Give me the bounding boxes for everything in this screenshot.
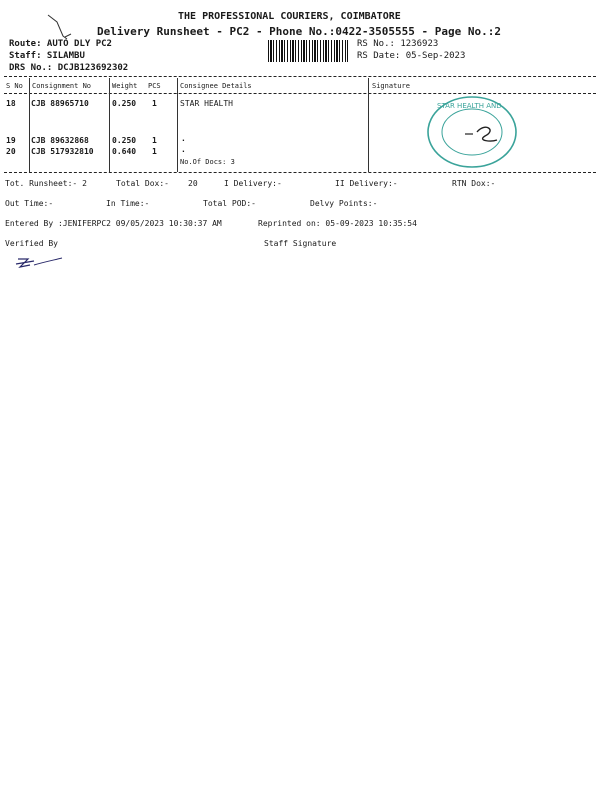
row-consignment: CJB 89632868 (31, 136, 89, 145)
i-delivery: I Delivery:- (224, 179, 282, 188)
row-weight: 0.640 (112, 147, 137, 156)
total-dox-label: Total Dox:- (116, 179, 169, 188)
row-weight: 0.250 (112, 136, 137, 145)
total-dox-value: 20 (188, 179, 198, 188)
company-stamp (425, 94, 520, 170)
tot-runsheet: Tot. Runsheet:- 2 (5, 179, 87, 188)
verifier-signature (14, 253, 64, 273)
stamp-text: STAR HEALTH AND (437, 102, 502, 110)
row-sno: 18 (6, 99, 16, 108)
row-sno: 19 (6, 136, 16, 145)
column-header-consignee: Consignee Details (180, 82, 252, 90)
pen-mark-icon (45, 12, 75, 42)
column-divider (109, 78, 110, 172)
column-divider (177, 78, 178, 172)
row-consignment: CJB 517932810 (31, 147, 94, 156)
column-header-signature: Signature (372, 82, 410, 90)
total-pod: Total POD:- (203, 199, 256, 208)
company-name: THE PROFESSIONAL COURIERS, COIMBATORE (178, 11, 401, 22)
row-consignee: . (181, 134, 186, 143)
row-pcs: 1 (152, 147, 157, 156)
verified-by: Verified By (5, 239, 58, 248)
column-header-weight: Weight (112, 82, 138, 90)
out-time: Out Time:- (5, 199, 54, 208)
row-consignee: . (181, 145, 186, 154)
row-pcs: 1 (152, 136, 157, 145)
drs-number: DRS No.: DCJB123692302 (9, 63, 129, 73)
rs-number: RS No.: 1236923 (357, 39, 439, 49)
table-top-rule (4, 76, 596, 77)
table-bottom-rule (4, 172, 596, 173)
column-header-consignment: Consignment No (32, 82, 92, 90)
runsheet-title: Delivery Runsheet - PC2 - Phone No.:0422-3505555 - Page No.:2 (97, 25, 501, 38)
column-header-pcs: PCS (148, 82, 161, 90)
column-divider (29, 78, 30, 172)
column-divider (368, 78, 369, 172)
ii-delivery: II Delivery:- (335, 179, 398, 188)
row-consignee: STAR HEALTH (180, 99, 233, 108)
reprinted-on: Reprinted on: 05-09-2023 10:35:54 (258, 219, 417, 228)
delvy-points: Delvy Points:- (310, 199, 378, 208)
barcode (268, 40, 348, 62)
in-time: In Time:- (106, 199, 150, 208)
entered-by: Entered By :JENIFERPC2 09/05/2023 10:30:37 AM (5, 219, 222, 228)
docs-count: No.Of Docs: 3 (180, 158, 235, 166)
column-header-sno: S No (6, 82, 23, 90)
row-sno: 20 (6, 147, 16, 156)
staff: Staff: SILAMBU (9, 51, 85, 61)
row-consignment: CJB 88965710 (31, 99, 89, 108)
row-weight: 0.250 (112, 99, 137, 108)
row-pcs: 1 (152, 99, 157, 108)
route: Route: AUTO DLY PC2 (9, 39, 112, 49)
rtn-dox: RTN Dox:- (452, 179, 496, 188)
staff-signature: Staff Signature (264, 239, 337, 248)
rs-date: RS Date: 05-Sep-2023 (357, 51, 466, 61)
